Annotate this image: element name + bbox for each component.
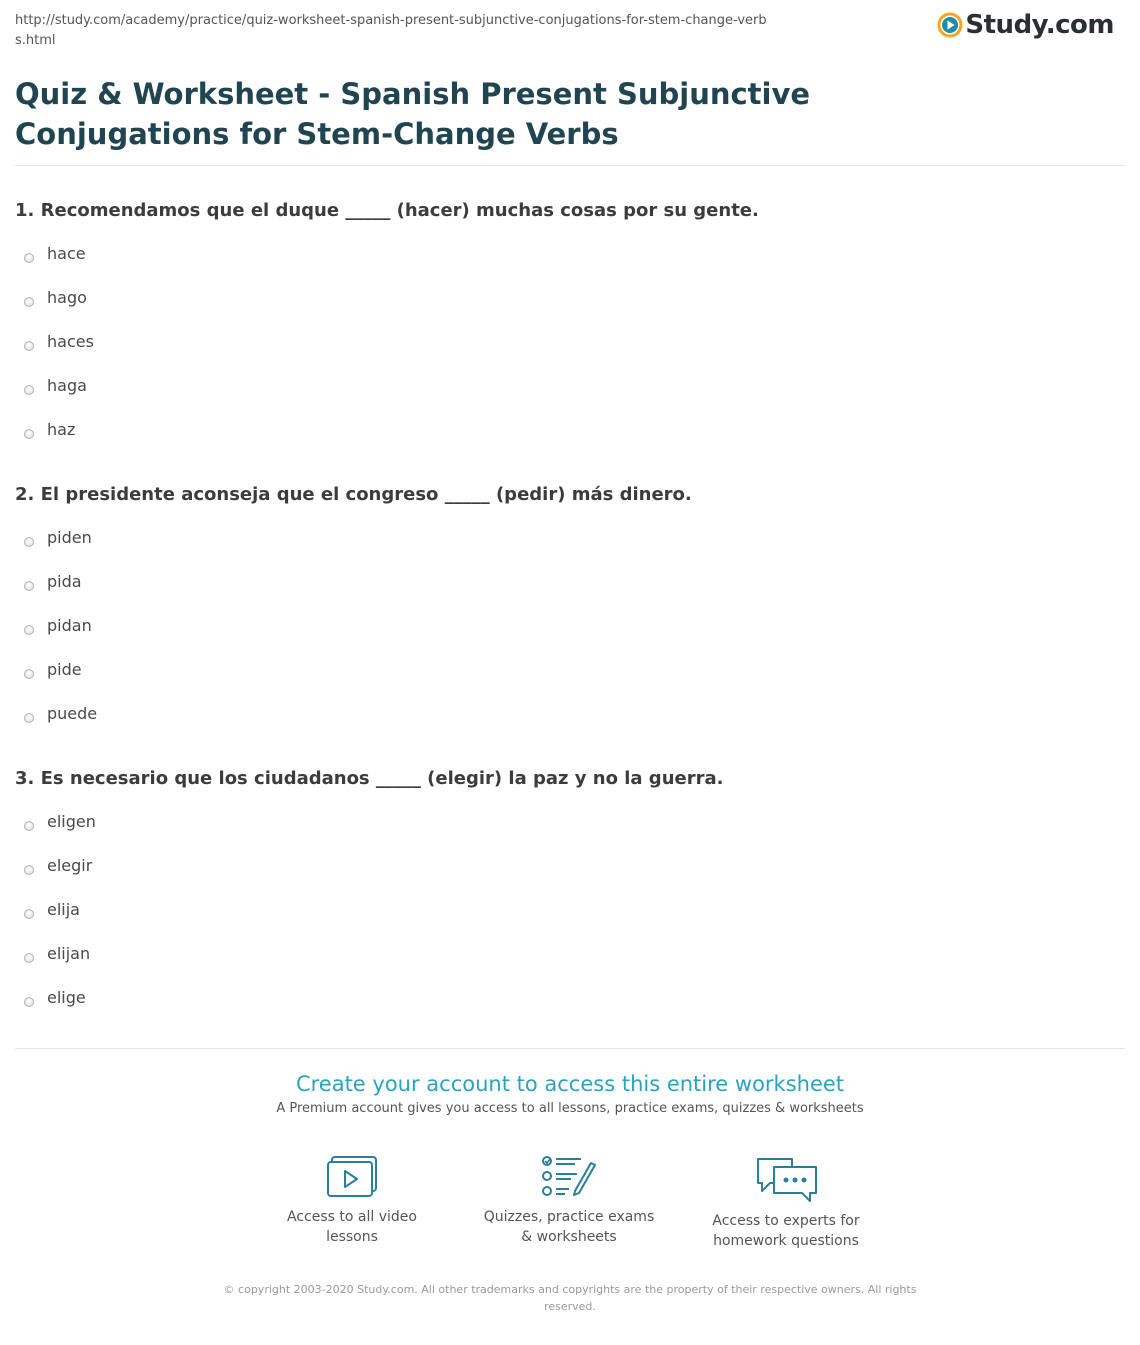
radio-button[interactable] bbox=[24, 909, 34, 919]
radio-button[interactable] bbox=[24, 713, 34, 723]
answer-option[interactable] bbox=[15, 808, 1115, 852]
logo-text: Study.com bbox=[965, 10, 1114, 40]
copyright-notice: © copyright 2003-2020 Study.com. All other trademarks and copyrights are the property of their respective owners. All rights reserved. bbox=[223, 1283, 917, 1313]
radio-button[interactable] bbox=[24, 429, 34, 439]
answer-option[interactable] bbox=[15, 896, 1115, 940]
feature-label: Quizzes, practice exams & worksheets bbox=[483, 1209, 655, 1245]
study-logo[interactable] bbox=[937, 9, 1114, 41]
radio-button[interactable] bbox=[24, 297, 34, 307]
answer-option[interactable] bbox=[15, 612, 1115, 656]
radio-button[interactable] bbox=[24, 997, 34, 1007]
question-2 bbox=[15, 482, 1115, 744]
answer-option[interactable] bbox=[15, 416, 1115, 460]
option-label: elijan bbox=[47, 944, 91, 963]
radio-button[interactable] bbox=[24, 253, 34, 263]
video-lesson-icon bbox=[326, 1155, 378, 1199]
option-label: hace bbox=[47, 244, 86, 263]
create-account-link[interactable]: Create your account to access this entire worksheet bbox=[295, 1072, 845, 1096]
answer-option[interactable] bbox=[15, 568, 1115, 612]
option-label: pida bbox=[47, 572, 82, 591]
radio-button[interactable] bbox=[24, 385, 34, 395]
radio-button[interactable] bbox=[24, 341, 34, 351]
option-label: pidan bbox=[47, 616, 92, 635]
option-label: haces bbox=[47, 332, 94, 351]
answer-option[interactable] bbox=[15, 240, 1115, 284]
options-list bbox=[15, 240, 1115, 460]
answer-option[interactable] bbox=[15, 524, 1115, 568]
feature-experts bbox=[686, 1155, 886, 1251]
feature-quizzes bbox=[469, 1155, 669, 1247]
play-logo-icon bbox=[937, 12, 963, 38]
page-title: Quiz & Worksheet - Spanish Present Subjunctive Conjugations for Stem-Change Verbs bbox=[15, 77, 811, 151]
premium-description: A Premium account gives you access to all lessons, practice exams, quizzes & worksheets bbox=[276, 1101, 864, 1116]
radio-button[interactable] bbox=[24, 865, 34, 875]
answer-option[interactable] bbox=[15, 284, 1115, 328]
option-label: pide bbox=[47, 660, 82, 679]
question-1 bbox=[15, 198, 1115, 460]
answer-option[interactable] bbox=[15, 656, 1115, 700]
option-label: hago bbox=[47, 288, 87, 307]
options-list bbox=[15, 808, 1115, 1028]
feature-label: Access to experts for homework questions bbox=[712, 1213, 860, 1249]
radio-button[interactable] bbox=[24, 581, 34, 591]
question-text: 1. Recomendamos que el duque _____ (hacer) muchas cosas por su gente. bbox=[15, 200, 759, 221]
radio-button[interactable] bbox=[24, 625, 34, 635]
option-label: elegir bbox=[47, 856, 93, 875]
option-label: puede bbox=[47, 704, 98, 723]
option-label: eligen bbox=[47, 812, 96, 831]
question-text: 2. El presidente aconseja que el congreso _____ (pedir) más dinero. bbox=[15, 484, 692, 505]
page-url[interactable]: http://study.com/academy/practice/quiz-worksheet-spanish-present-subjunctive-conjugations-for-stem-change-verbs.html bbox=[15, 13, 767, 48]
answer-option[interactable] bbox=[15, 372, 1115, 416]
answer-option[interactable] bbox=[15, 984, 1115, 1028]
answer-option[interactable] bbox=[15, 700, 1115, 744]
option-label: elige bbox=[47, 988, 86, 1007]
feature-video-lessons bbox=[252, 1155, 452, 1247]
quiz-checklist-icon bbox=[541, 1155, 597, 1199]
option-label: haga bbox=[47, 376, 87, 395]
question-3 bbox=[15, 766, 1115, 1028]
section-divider bbox=[15, 1048, 1125, 1049]
answer-option[interactable] bbox=[15, 328, 1115, 372]
radio-button[interactable] bbox=[24, 821, 34, 831]
answer-option[interactable] bbox=[15, 852, 1115, 896]
option-label: elija bbox=[47, 900, 80, 919]
radio-button[interactable] bbox=[24, 953, 34, 963]
answer-option[interactable] bbox=[15, 940, 1115, 984]
radio-button[interactable] bbox=[24, 669, 34, 679]
question-text: 3. Es necesario que los ciudadanos _____ (elegir) la paz y no la guerra. bbox=[15, 768, 724, 789]
options-list bbox=[15, 524, 1115, 744]
option-label: haz bbox=[47, 420, 76, 439]
title-divider bbox=[15, 165, 1125, 166]
feature-label: Access to all video lessons bbox=[287, 1209, 417, 1245]
chat-bubbles-icon bbox=[754, 1155, 818, 1203]
option-label: piden bbox=[47, 528, 92, 547]
page-header bbox=[0, 0, 1140, 60]
radio-button[interactable] bbox=[24, 537, 34, 547]
